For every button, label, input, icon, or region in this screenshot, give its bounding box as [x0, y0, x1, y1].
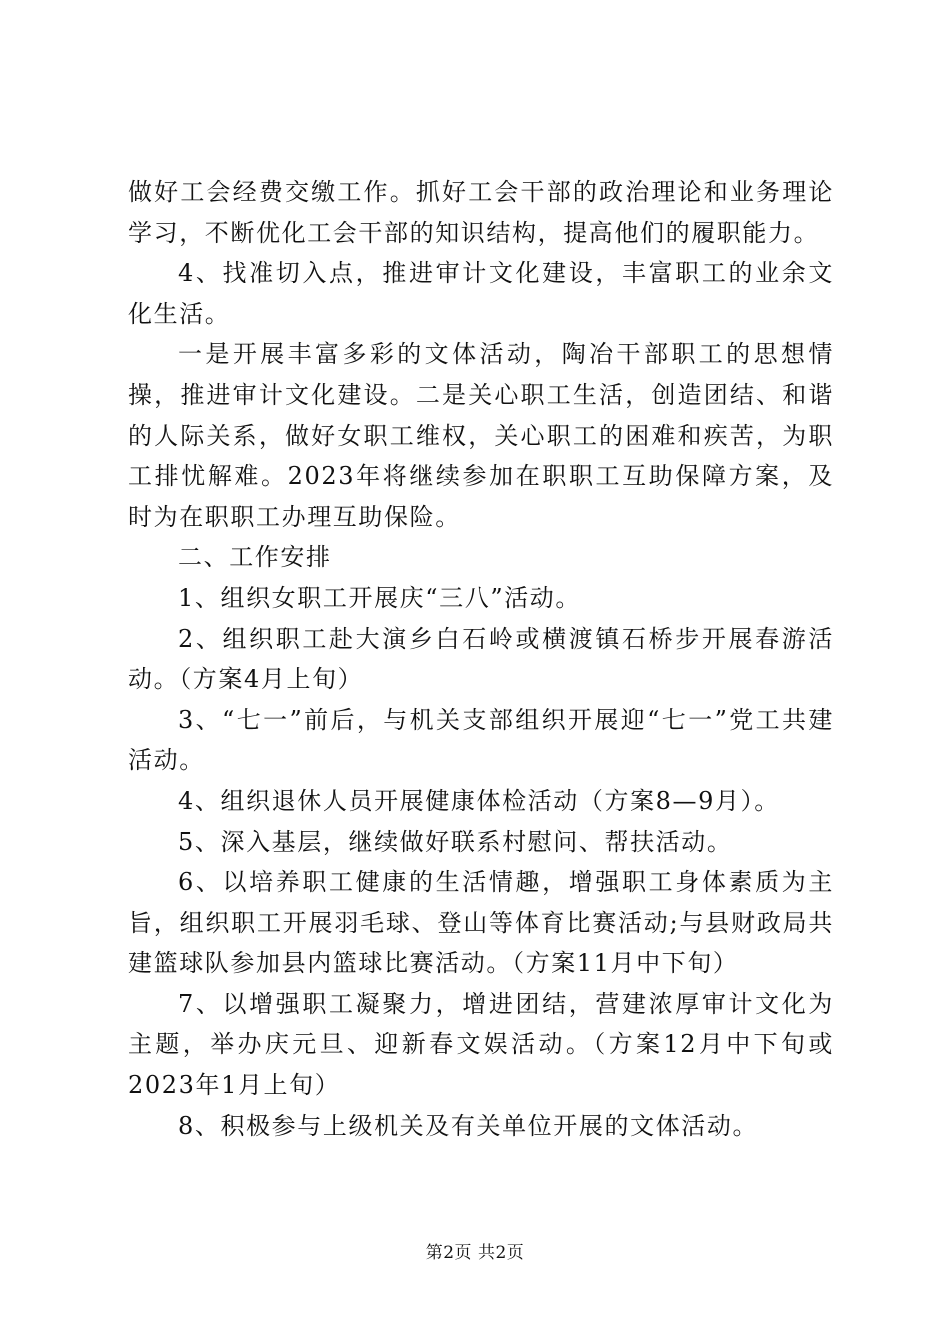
- page-number-label: 第2页 共2页: [425, 1243, 525, 1263]
- paragraph-culture-activities: 一是开展丰富多彩的文体活动，陶冶干部职工的思想情操，推进审计文化建设。二是关心职工生活，创造团结、和谐的人际关系，做好女职工维权，关心职工的困难和疾苦，为职工排忧解难。2023年将继续参加在职职工互助保障方案，及时为在职职工办理互助保险。: [128, 340, 834, 531]
- arrangement-item-3: 3、“七一”前后，与机关支部组织开展迎“七一”党工共建活动。: [128, 705, 834, 775]
- paragraph-item-4: 4、找准切入点，推进审计文化建设，丰富职工的业余文化生活。: [128, 259, 834, 328]
- arrangement-item-2: 2、组织职工赴大演乡白石岭或横渡镇石桥步开展春游活动。（方案4月上旬）: [128, 624, 834, 694]
- arrangement-item-5: 5、深入基层，继续做好联系村慰问、帮扶活动。: [178, 827, 733, 856]
- arrangement-item-6: 6、以培养职工健康的生活情趣，增强职工身体素质为主旨，组织职工开展羽毛球、登山等体育比赛活动;与县财政局共建篮球队参加县内篮球比赛活动。（方案11月中下旬）: [128, 868, 834, 978]
- arrangement-item-7: 7、以增强职工凝聚力，增进团结，营建浓厚审计文化为主题，举办庆元旦、迎新春文娱活动。（方案12月中下旬或2023年1月上旬）: [128, 989, 834, 1100]
- section-heading-work-arrangement: 二、工作安排: [178, 543, 332, 572]
- arrangement-item-8: 8、积极参与上级机关及有关单位开展的文体活动。: [178, 1111, 759, 1140]
- document-body: [128, 172, 834, 1146]
- arrangement-item-4: 4、组织退休人员开展健康体检活动（方案8—9月）。: [178, 786, 780, 815]
- page-footer: [0, 1238, 950, 1263]
- arrangement-item-1: 1、组织女职工开展庆“三八”活动。: [178, 583, 582, 612]
- paragraph-continuation: 做好工会经费交缴工作。抓好工会干部的政治理论和业务理论学习，不断优化工会干部的知识结构，提高他们的履职能力。: [128, 178, 834, 247]
